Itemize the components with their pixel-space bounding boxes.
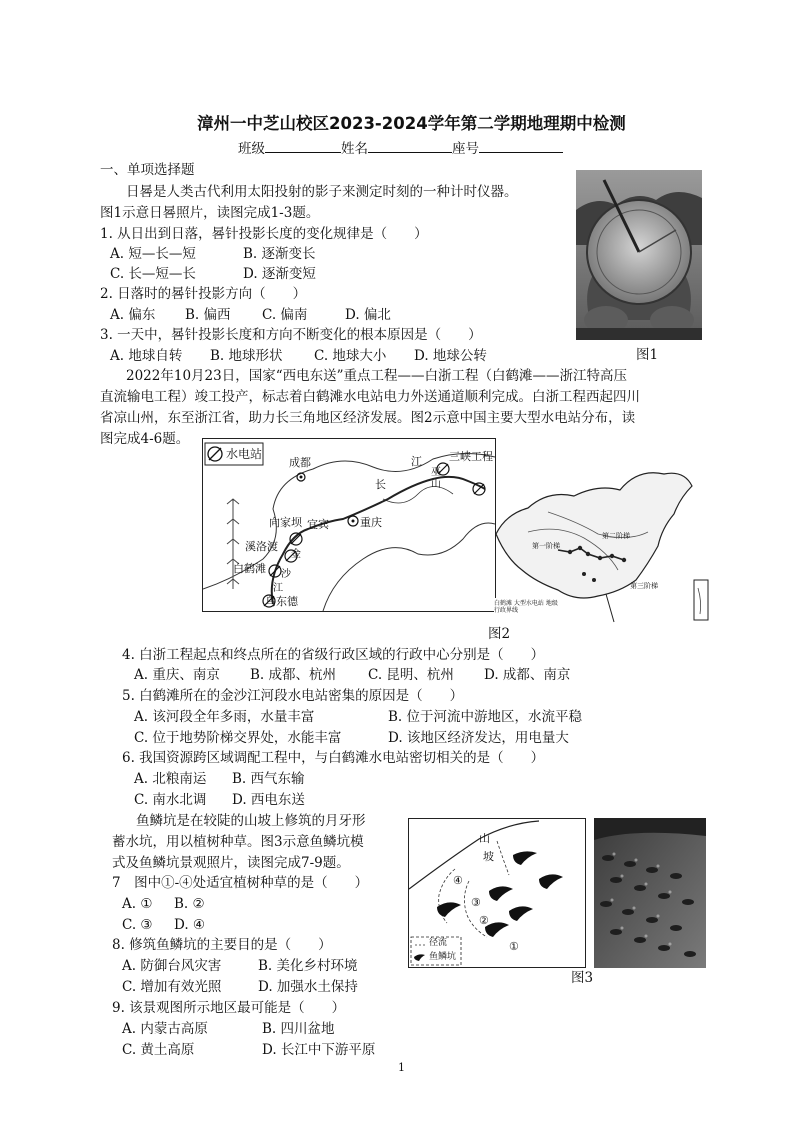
q5-option-c[interactable]: C. 位于地势阶梯交界处，水能丰富 [134, 730, 342, 746]
fishscale-pit-photo [594, 818, 706, 968]
student-info-line [238, 140, 563, 157]
fig3-marker-3: ③ [471, 896, 481, 909]
q6-option-b[interactable]: B. 西气东输 [232, 771, 305, 787]
q9-option-a[interactable]: A. 内蒙古高原 [122, 1021, 208, 1037]
map-label-chengdu: 成都 [289, 456, 311, 469]
fishscale-intro-line2: 蓄水坑，用以植树种草。图3示意鱼鳞坑模 [112, 834, 364, 850]
map-legend-label: 水电站 [226, 447, 263, 461]
name-blank[interactable] [368, 140, 452, 153]
map-label-xiluodu: 溪洛渡 [245, 540, 278, 553]
q1-option-d[interactable]: D. 逐渐变短 [243, 266, 316, 282]
q6-option-a[interactable]: A. 北粮南运 [134, 771, 207, 787]
class-blank[interactable] [265, 140, 341, 153]
q2-stem: 2. 日落时的晷针投影方向（ ） [100, 286, 307, 302]
map-label-sha: 沙 [281, 569, 291, 580]
q5-stem: 5. 白鹤滩所在的金沙江河段水电站密集的原因是（ ） [122, 688, 464, 704]
project-intro-line3: 省凉山州，东至浙江省，助力长三角地区经济发展。图2示意中国主要大型水电站分布，读 [100, 410, 636, 426]
sundial-photo [576, 170, 702, 340]
figure-1-caption: 图1 [636, 347, 659, 363]
name-label: 姓名 [341, 141, 368, 157]
q9-option-b[interactable]: B. 四川盆地 [262, 1021, 335, 1037]
q3-option-a[interactable]: A. 地球自转 [110, 348, 183, 364]
q1-option-c[interactable]: C. 长—短—长 [110, 266, 196, 282]
q2-option-a[interactable]: A. 偏东 [110, 307, 156, 323]
china-hydropower-map [488, 462, 710, 632]
q4-option-c[interactable]: C. 昆明、杭州 [368, 667, 454, 683]
page-number: 1 [398, 1061, 405, 1074]
q9-option-c[interactable]: C. 黄土高原 [122, 1042, 195, 1058]
map-label-yibin: 宜宾 [307, 518, 329, 531]
fig3-label-shan: 山 [479, 832, 490, 845]
fig3-legend-runoff: 径流 [429, 938, 448, 948]
q4-option-d[interactable]: D. 成都、南京 [484, 667, 571, 683]
figure-2-caption: 图2 [488, 626, 511, 642]
hydropower-regional-map [202, 438, 496, 612]
seat-label: 座号 [452, 141, 479, 157]
q2-option-b[interactable]: B. 偏西 [185, 307, 231, 323]
q4-option-b[interactable]: B. 成都、杭州 [250, 667, 337, 683]
section-heading: 一、单项选择题 [100, 162, 195, 178]
fig3-marker-2: ② [479, 914, 489, 927]
map-label-chongqing: 重庆 [360, 516, 382, 529]
q7-option-d[interactable]: D. ④ [174, 917, 206, 933]
q6-option-c[interactable]: C. 南水北调 [134, 792, 207, 808]
map-label-chang: 长 [375, 478, 386, 491]
q9-stem: 9. 该景观图所示地区最可能是（ ） [112, 1000, 346, 1016]
china-map-legend: 白鹤滩 大型水电站 地级行政界线 [494, 600, 558, 614]
q1-option-a[interactable]: A. 短—长—短 [110, 246, 196, 262]
q3-option-b[interactable]: B. 地球形状 [210, 348, 283, 364]
q4-stem: 4. 白浙工程起点和终点所在的省级行政区域的行政中心分别是（ ） [122, 647, 545, 663]
map-label-jin: 金 [291, 549, 301, 560]
q7-option-c[interactable]: C. ③ [122, 917, 153, 933]
map-label-jiang-top: 江 [411, 455, 422, 468]
q6-stem: 6. 我国资源跨区域调配工程中，与白鹤滩水电站密切相关的是（ ） [122, 750, 545, 766]
map-label-jiang-lower: 江 [273, 583, 283, 594]
q6-option-d[interactable]: D. 西电东送 [232, 792, 305, 808]
page-title: 漳州一中芝山校区2023-2024学年第二学期地理期中检测 [197, 114, 626, 133]
class-label: 班级 [238, 141, 265, 157]
project-intro-line1: 2022年10月23日，国家“西电东送”重点工程——白浙工程（白鹤滩——浙江特高压 [126, 368, 628, 384]
q3-option-c[interactable]: C. 地球大小 [314, 348, 387, 364]
seat-blank[interactable] [479, 140, 563, 153]
map-label-wudongde: 乌东德 [265, 595, 298, 608]
map-label-xiangjiaba: 向家坝 [269, 516, 302, 529]
sundial-intro-line1: 日晷是人类古代利用太阳投射的影子来测定时刻的一种计时仪器。 [126, 184, 518, 200]
q8-option-c[interactable]: C. 增加有效光照 [122, 979, 222, 995]
q5-option-a[interactable]: A. 该河段全年多雨，水量丰富 [134, 709, 315, 725]
q4-option-a[interactable]: A. 重庆、南京 [134, 667, 220, 683]
q3-stem: 3. 一天中，晷针投影长度和方向不断变化的根本原因是（ ） [100, 327, 482, 343]
figure-3-caption: 图3 [571, 970, 594, 986]
q2-option-d[interactable]: D. 偏北 [345, 307, 391, 323]
q5-option-b[interactable]: B. 位于河流中游地区，水流平稳 [388, 709, 583, 725]
q1-stem: 1. 从日出到日落，晷针投影长度的变化规律是（ ） [100, 226, 428, 242]
q9-option-d[interactable]: D. 长江中下游平原 [262, 1042, 376, 1058]
fishscale-intro-line3: 式及鱼鳞坑景观照片，读图完成7-9题。 [112, 855, 350, 871]
q7-option-a[interactable]: A. ① [122, 896, 153, 912]
q8-option-d[interactable]: D. 加强水土保持 [258, 979, 358, 995]
china-map-step2: 第二阶梯 [602, 532, 630, 540]
project-intro-line2: 直流输电工程）竣工投产，标志着白鹤滩水电站电力外送通道顺利完成。白浙工程西起四川 [100, 389, 640, 405]
q7-option-b[interactable]: B. ② [174, 896, 205, 912]
map-label-shan: 山 [431, 479, 441, 490]
fishscale-pit-diagram [408, 818, 586, 968]
q8-stem: 8. 修筑鱼鳞坑的主要目的是（ ） [112, 937, 332, 953]
q1-option-b[interactable]: B. 逐渐变长 [243, 246, 316, 262]
q3-option-d[interactable]: D. 地球公转 [414, 348, 487, 364]
china-map-step3: 第三阶梯 [630, 582, 658, 590]
china-map-step1: 第一阶梯 [532, 542, 560, 550]
fig3-label-po: 坡 [483, 850, 494, 863]
q8-option-a[interactable]: A. 防御台风灾害 [122, 958, 222, 974]
fishscale-intro-line1: 鱼鳞坑是在较陡的山坡上修筑的月牙形 [136, 813, 366, 829]
fig3-marker-1: ① [509, 940, 519, 953]
q5-option-d[interactable]: D. 该地区经济发达，用电量大 [388, 730, 569, 746]
sundial-intro-line2: 图1示意日晷照片，读图完成1-3题。 [100, 205, 320, 221]
fig3-marker-4: ④ [453, 874, 463, 887]
q8-option-b[interactable]: B. 美化乡村环境 [258, 958, 358, 974]
map-label-wu: 巫 [431, 467, 441, 478]
fig3-legend-pit: 鱼鳞坑 [429, 952, 457, 962]
q7-stem: 7 图中①-④处适宜植树种草的是（ ） [112, 875, 369, 891]
map-label-baihetan: 白鹤滩 [233, 562, 266, 575]
map-label-sanxia: 三峡工程 [449, 450, 493, 463]
project-intro-line4: 图完成4-6题。 [100, 431, 190, 447]
q2-option-c[interactable]: C. 偏南 [262, 307, 308, 323]
